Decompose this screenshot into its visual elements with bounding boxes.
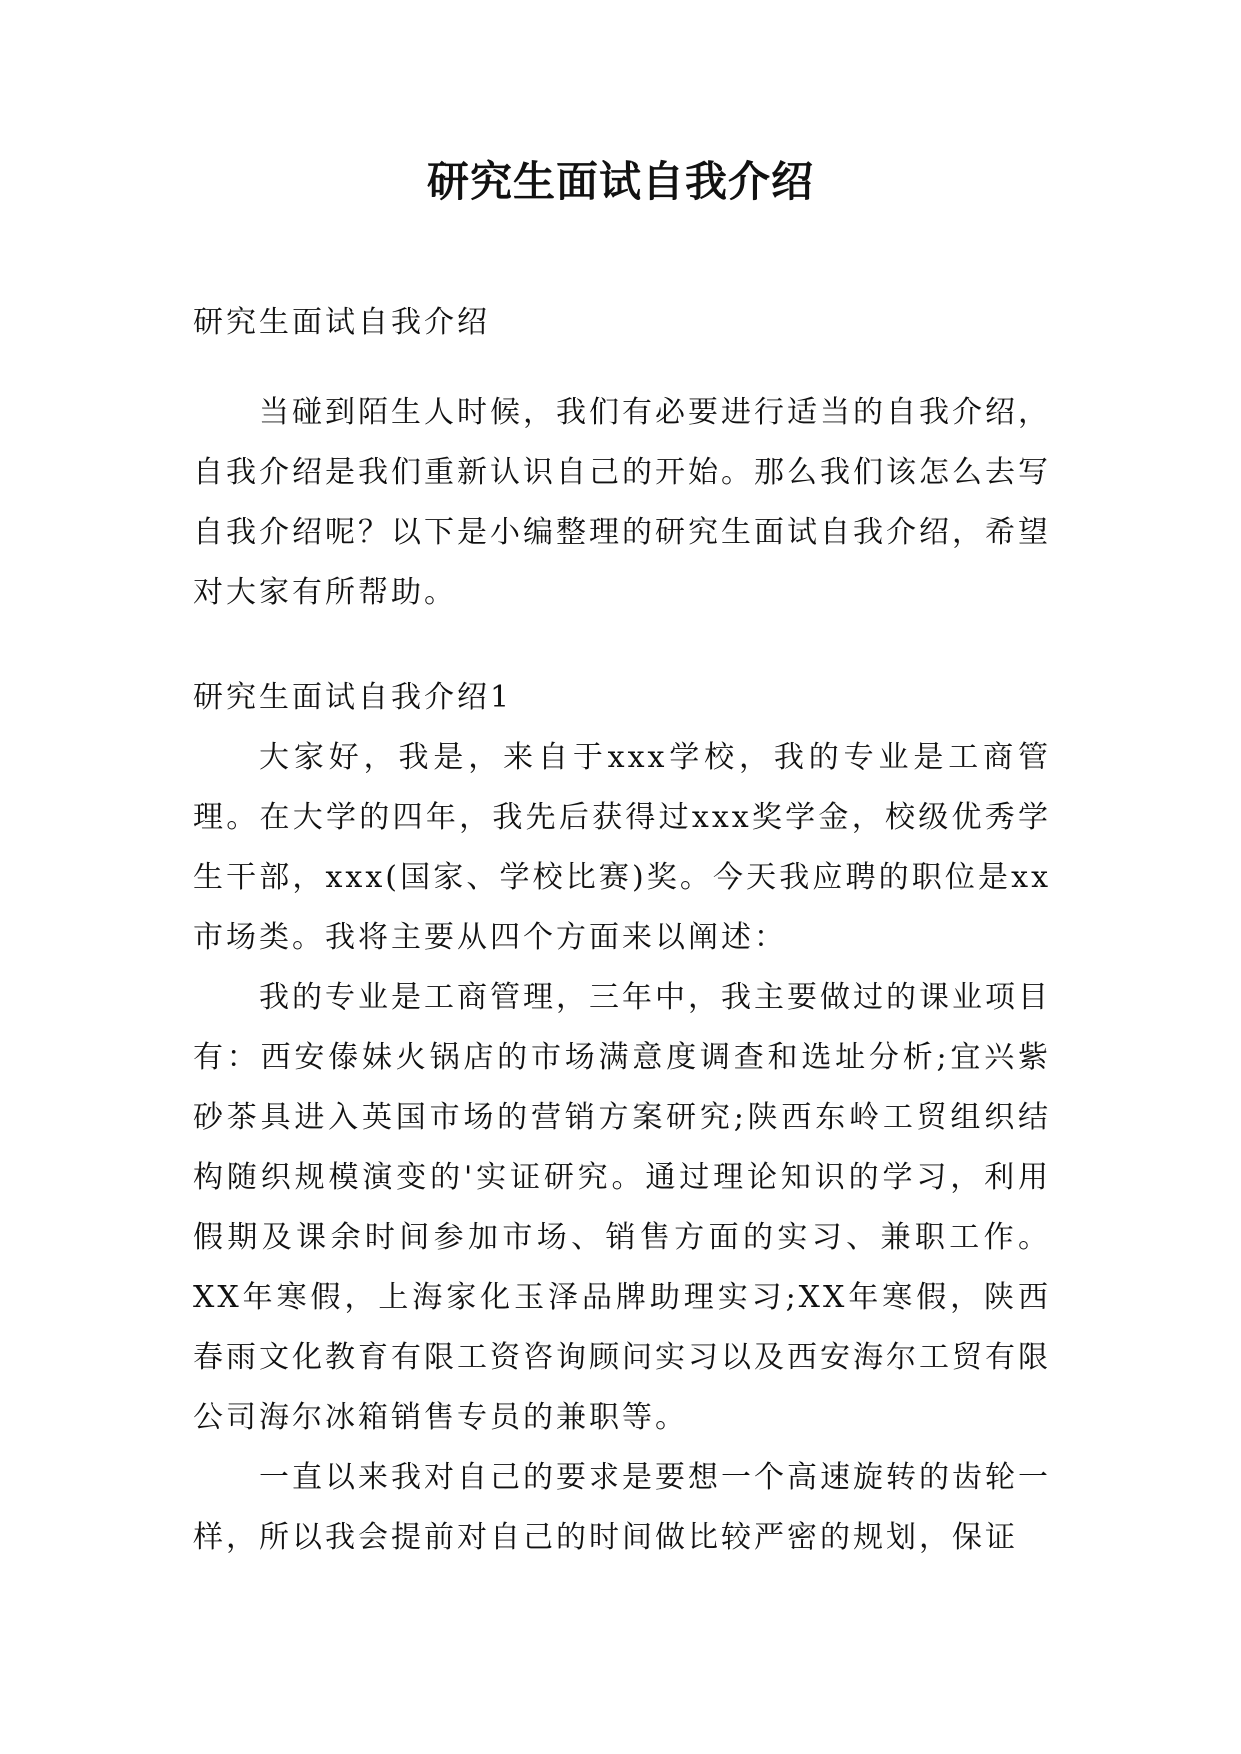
body-paragraph: 一直以来我对自己的要求是要想一个高速旋转的齿轮一样，所以我会提前对自己的时间做比较严密的规划，保证: [193, 1460, 1051, 1555]
intro-paragraph: 当碰到陌生人时候，我们有必要进行适当的自我介绍，自我介绍是我们重新认识自己的开始。那么我们该怎么去写自我介绍呢？以下是小编整理的研究生面试自我介绍，希望对大家有所帮助。: [193, 395, 1051, 610]
section-heading: 研究生面试自我介绍1: [193, 680, 513, 715]
body-paragraph: 大家好，我是，来自于xxx学校，我的专业是工商管理。在大学的四年，我先后获得过xxx奖学金，校级优秀学生干部，xxx(国家、学校比赛)奖。今天我应聘的职位是xx市场类。我将主要从四个方面来以阐述：: [193, 740, 1051, 955]
document-body: [193, 293, 1051, 1568]
document-title: 研究生面试自我介绍: [426, 157, 814, 206]
body-paragraph: 我的专业是工商管理，三年中，我主要做过的课业项目有：西安傣妹火锅店的市场满意度调查和选址分析;宜兴紫砂茶具进入英国市场的营销方案研究;陕西东岭工贸组织结构随织规模演变的'实证研究。通过理论知识的学习，利用假期及课余时间参加市场、销售方面的实习、兼职工作。XX年寒假，上海家化玉泽品牌助理实习;XX年寒假，陕西春雨文化教育有限工资咨询顾问实习以及西安海尔工贸有限公司海尔冰箱销售专员的兼职等。: [193, 980, 1051, 1435]
document-subtitle: 研究生面试自我介绍: [193, 305, 490, 340]
